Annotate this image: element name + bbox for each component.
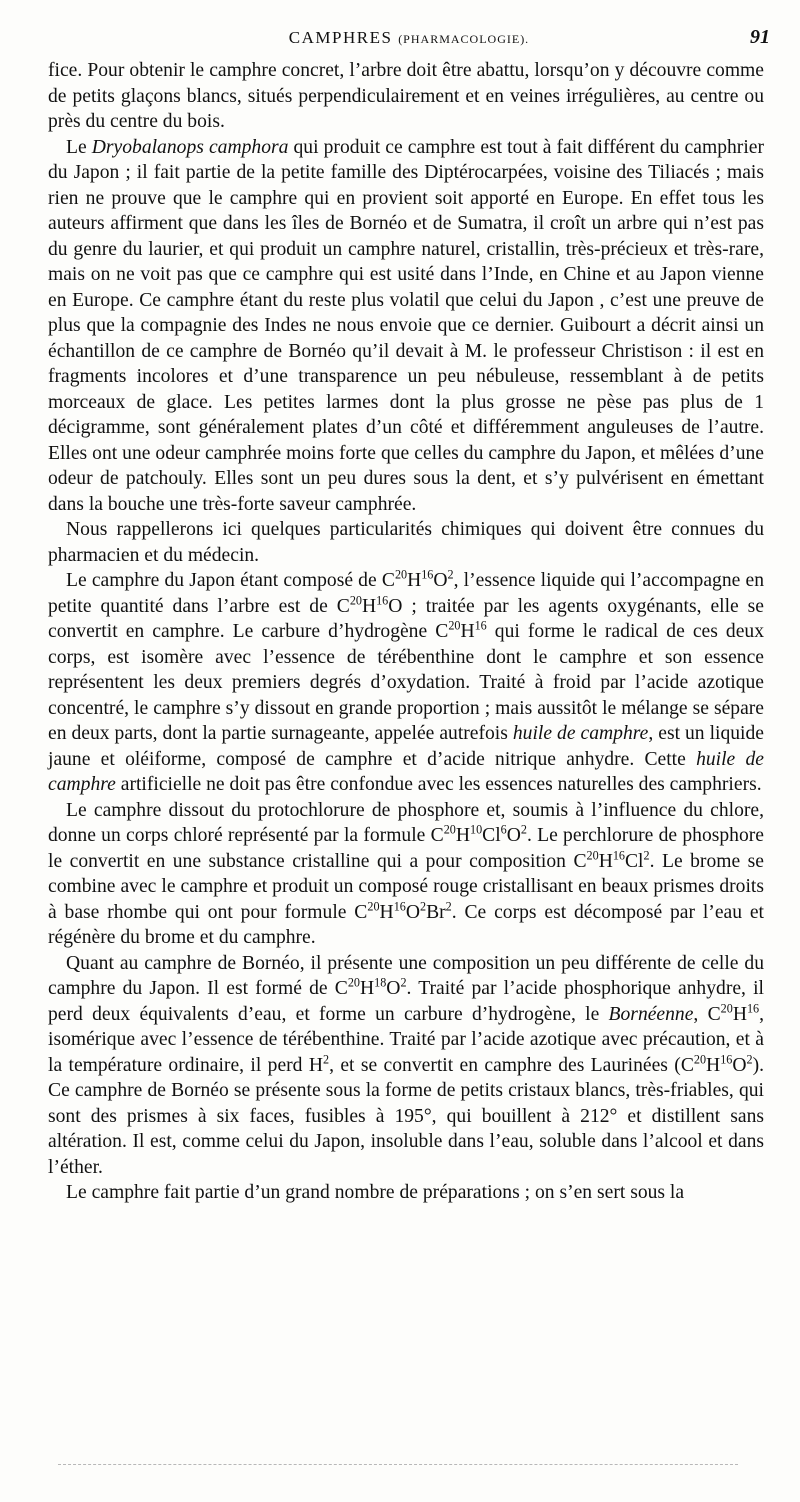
text-run: H	[361, 595, 377, 617]
text-run: , isomérique avec l’essence de térébenthine. Traité par l’acide azotique avec précaution, et à la température ordinaire, il perd H	[48, 1003, 765, 1076]
italic-term: huile de camphre	[512, 723, 649, 744]
text-run: H	[732, 1003, 747, 1025]
formula-superscript: 2	[746, 1051, 753, 1066]
text-run: Le camphre fait partie d’un grand nombre de préparations ; on s’en sert sous la	[66, 1182, 685, 1203]
body-text	[48, 58, 764, 1206]
paragraph	[48, 135, 764, 518]
formula-superscript: 16	[612, 847, 625, 862]
text-run: H	[360, 978, 375, 999]
paragraph	[48, 951, 764, 1181]
text-run: O	[506, 825, 521, 846]
text-run: O	[433, 570, 448, 591]
italic-term: Dryobalanops camphora	[91, 136, 289, 158]
text-run: Quant au camphre de Bornéo, il présente une composition un peu différente de celle du camphre du Japon. Il est formé de C	[48, 952, 764, 999]
formula-superscript: 2	[447, 567, 454, 582]
running-title-sub: (PHARMACOLOGIE).	[398, 32, 530, 46]
formula-superscript: 6	[500, 822, 507, 837]
formula-superscript: 16	[421, 567, 434, 582]
text-run: . Le brome se combine avec le camphre et produit un composé rouge cristallisant en beaux prismes droits à base rhombe qui ont pour formule C	[48, 850, 765, 923]
formula-superscript: 18	[374, 975, 387, 990]
paragraph	[48, 1180, 764, 1206]
formula-superscript: 20	[394, 567, 408, 582]
formula-superscript: 16	[720, 1051, 733, 1066]
text-run: , et se convertit en camphre des Laurinées (C	[329, 1054, 694, 1076]
paragraph	[48, 517, 764, 568]
formula-superscript: 16	[474, 618, 487, 633]
formula-superscript: 20	[443, 822, 456, 837]
text-run: O	[732, 1054, 747, 1076]
formula-superscript: 20	[586, 847, 599, 862]
text-run: H	[460, 621, 475, 642]
text-run: ). Ce camphre de Bornéo se présente sous la forme de petits cristaux blancs, très-friables, qui sont des prismes à six faces, fusibles à 195°, qui bouillent à 212° et distillent sans altération. Il est, comme celui du Japon, insoluble dans l’eau, soluble dans l’alcool et dans l’éther.	[48, 1054, 764, 1178]
formula-superscript: 2	[643, 847, 650, 862]
formula-superscript: 2	[323, 1051, 330, 1066]
text-run: Le	[66, 136, 92, 158]
running-title	[48, 28, 770, 48]
text-run: fice. Pour obtenir le camphre concret, l’arbre doit être abattu, lorsqu’on y découvre comme de petits glaçons blancs, situés perpendiculairement et en veines irrégulières, au centre ou près du centre du bois.	[48, 60, 764, 132]
formula-superscript: 2	[419, 898, 427, 913]
formula-superscript: 2	[445, 898, 452, 913]
text-run: H	[407, 570, 422, 591]
text-run: Le camphre dissout du protochlorure de phosphore et, soumis à l’influence du chlore, donne un corps chloré représenté par la formule C	[48, 799, 764, 846]
text-run: O ; traitée par les agents oxygénants, elle se convertit en camphre. Le carbure d’hydrogène C	[48, 595, 764, 642]
text-run: . Ce corps est décomposé par l’eau et régénère du brome et du camphre.	[48, 901, 764, 948]
text-run: Le camphre du Japon étant composé de C	[66, 570, 395, 591]
text-run: Br	[426, 901, 446, 923]
text-run: . Traité par l’acide phosphorique anhydre, il perd deux équivalents d’eau, et forme un carbure d’hydrogène, le	[48, 978, 764, 1025]
paragraph	[48, 568, 764, 798]
italic-term: Bornéenne	[608, 1003, 694, 1025]
formula-superscript: 16	[393, 898, 406, 913]
formula-superscript: 20	[349, 592, 362, 607]
formula-superscript: 2	[400, 975, 407, 990]
text-run: , l’essence liquide qui l’accompagne en petite quantité dans l’arbre est de C	[48, 570, 765, 617]
text-run: H	[379, 901, 394, 923]
page-number: 91	[750, 26, 770, 48]
paragraph	[48, 798, 764, 951]
paragraph	[48, 58, 764, 135]
formula-superscript: 16	[746, 1000, 760, 1015]
running-title-main: CAMPHRES	[288, 28, 393, 47]
text-run: Cl	[624, 850, 644, 872]
text-run: H	[706, 1054, 721, 1076]
footer-rule	[58, 1464, 738, 1467]
text-run: Nous rappellerons ici quelques particularités chimiques qui doivent être connues du pharmacien et du médecin.	[48, 519, 764, 566]
formula-superscript: 16	[376, 592, 389, 607]
text-run: H	[598, 850, 613, 872]
text-run: . Le perchlorure de phosphore le convertit en une substance cristalline qui a pour composition C	[48, 825, 764, 872]
formula-superscript: 20	[693, 1051, 707, 1066]
text-run: O	[405, 901, 420, 923]
text-run: qui produit ce camphre est tout à fait différent du camphrier du Japon ; il fait partie de la petite famille des Diptérocarpées, voisine des Tiliacés ; mais rien ne prouve que le camphre qui en provient soit apporté en Europe. En effet tous les auteurs affirment que dans les îles de Bornéo et de Sumatra, il croît un arbre qui n’est pas du genre du laurier, et qui produit un camphre naturel, cristallin, très-précieux et très-rare, mais on ne voit pas que ce camphre qui est usité dans l’Inde, en Chine et au Japon vienne en Europe. Ce camphre étant du reste plus volatil que celui du Japon , c’est une preuve de plus que la compagnie des Indes ne nous envoie que ce dernier. Guibourt a décrit ainsi un échantillon de ce camphre de Bornéo qu’il devait à M. le professeur Christison : il est en fragments incolores et d’une transparence un peu nébuleuse, ressemblant à de petits morceaux de glace. Les petites larmes dont la plus grosse ne pèse pas plus de 1 décigramme, sont généralement plates d’un côté et différemment anguleuses de l’autre. Elles ont une odeur camphrée moins forte que celles du camphre du Japon, et mêlées d’une odeur de patchouly. Elles sont un peu dures sous la dent, et s’y pulvérisent en émettant dans la bouche une très-forte saveur camphrée.	[48, 136, 764, 515]
formula-superscript: 20	[448, 618, 461, 633]
formula-superscript: 20	[367, 898, 380, 913]
formula-superscript: 20	[720, 1000, 733, 1015]
text-run: Cl	[482, 825, 501, 846]
text-run: , est un liquide jaune et oléiforme, composé de camphre et d’acide nitrique anhydre. Cette	[48, 723, 764, 770]
formula-superscript: 20	[347, 975, 360, 990]
running-header	[48, 28, 770, 54]
text-run: qui forme le radical de ces deux corps, est isomère avec l’essence de térébenthine dont le camphre et son essence représentent les deux premiers degrés d’oxydation. Traité à froid par l’acide azotique concentré, le camphre s’y dissout en grande proportion ; mais aussitôt le mélange se sépare en deux parts, dont la partie surnageante, appelée autrefois	[48, 621, 764, 744]
text-run: H	[455, 825, 470, 846]
text-run: , C	[693, 1003, 721, 1025]
formula-superscript: 2	[520, 822, 527, 837]
text-run: O	[386, 978, 401, 999]
italic-term: huile de camphre	[48, 748, 764, 795]
formula-superscript: 10	[470, 822, 483, 837]
text-run: artificielle ne doit pas être confondue avec les essences naturelles des camphriers.	[115, 774, 762, 795]
